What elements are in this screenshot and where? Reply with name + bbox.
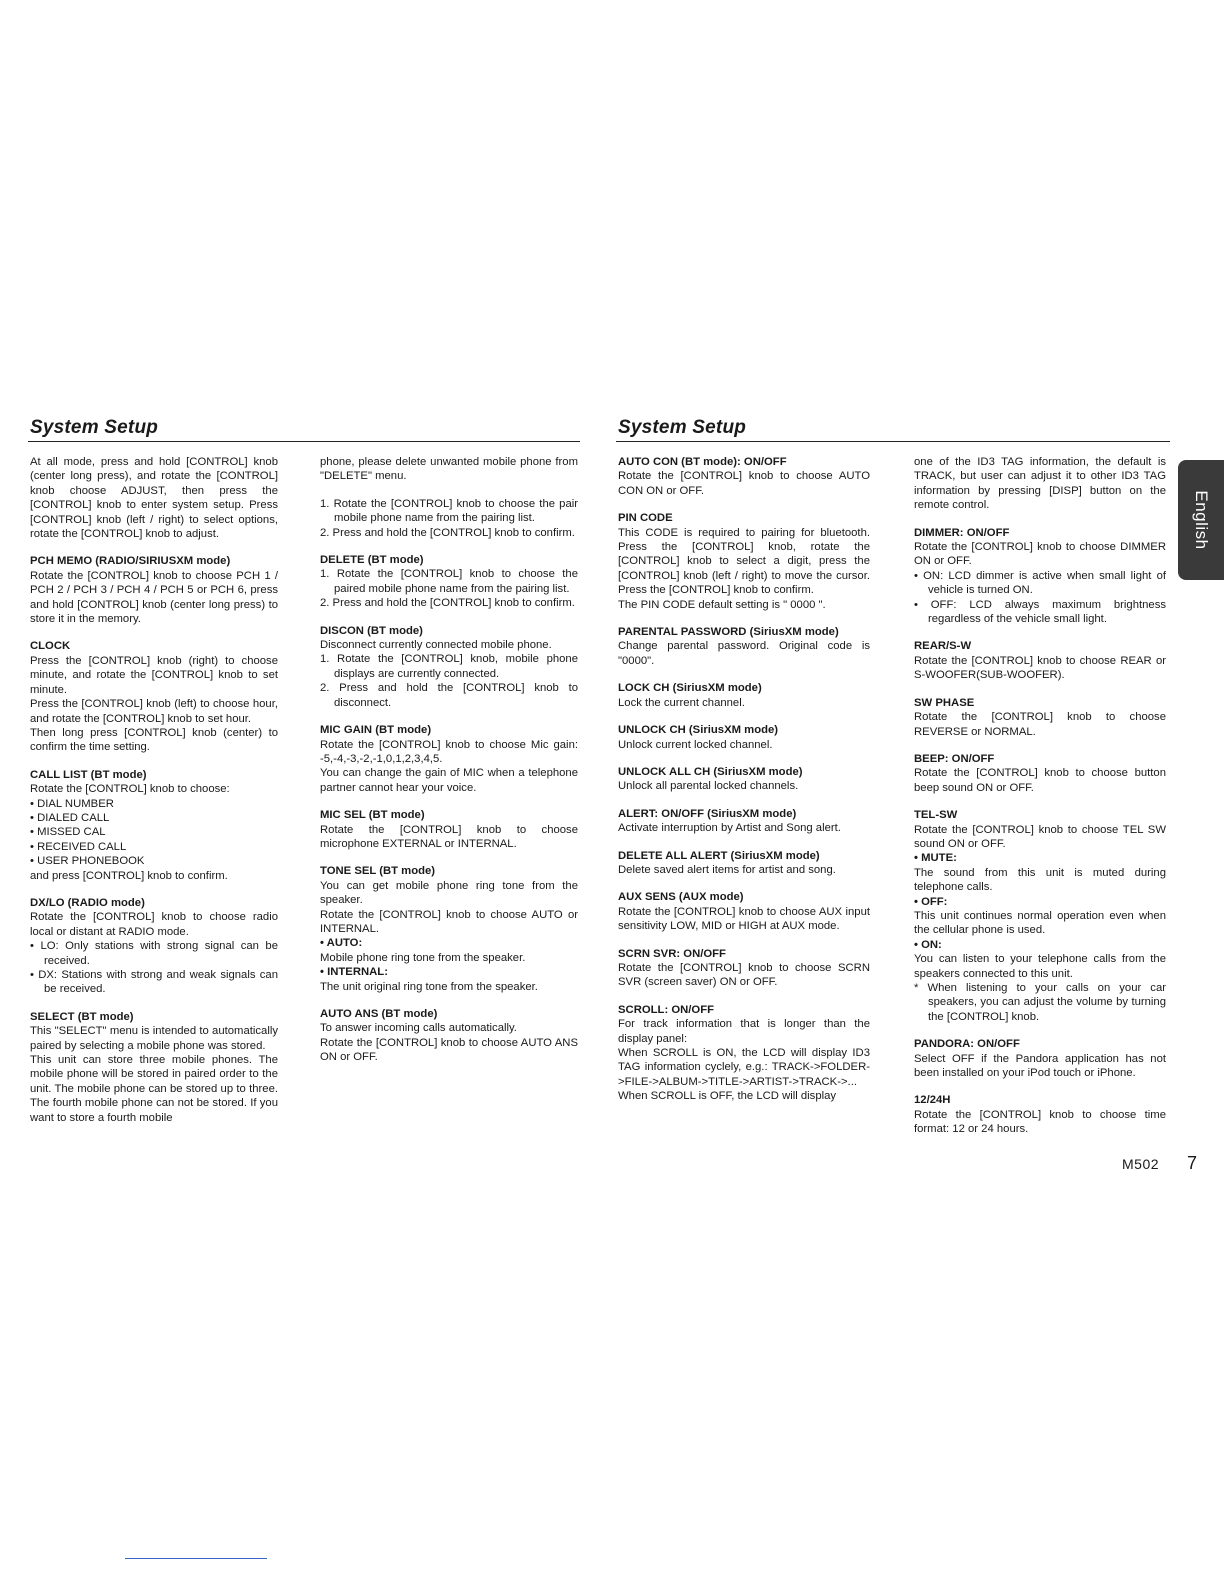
tel-sw-on-text: You can listen to your telephone calls from the speakers connected to this unit.: [914, 953, 1166, 980]
pin-code-title: PIN CODE: [618, 512, 673, 525]
select-section: [30, 1010, 278, 1125]
pandora-text: Select OFF if the Pandora application has not been installed on your iPod touch or iPhone.: [914, 1052, 1166, 1080]
pch-memo-section: [30, 554, 278, 626]
mic-gain-text-1: Rotate the [CONTROL] knob to choose Mic gain: -5,-4,-3,-2,-1,0,1,2,3,4,5.: [320, 738, 578, 765]
tone-sel-auto-text: Mobile phone ring tone from the speaker.: [320, 951, 526, 964]
sw-phase-title: SW PHASE: [914, 696, 975, 709]
tone-sel-auto-label: • AUTO:: [320, 937, 363, 950]
time-format-title: 12/24H: [914, 1094, 951, 1107]
call-list-text: Rotate the [CONTROL] knob to choose:: [30, 783, 230, 796]
tel-sw-title: TEL-SW: [914, 809, 958, 822]
aux-sens-text: Rotate the [CONTROL] knob to choose AUX input sensitivity LOW, MID or HIGH at AUX mode.: [618, 905, 870, 933]
parental-password-title: PARENTAL PASSWORD (SiriusXM mode): [618, 626, 839, 639]
dimmer-bullet-off: • OFF: LCD always maximum brightness regardless of the vehicle small light.: [914, 598, 1166, 626]
pch-memo-text: Rotate the [CONTROL] knob to choose PCH 1 / PCH 2 / PCH 3 / PCH 4 / PCH 5 or PCH 6, press and hold [CONTROL] knob (center long press) to store it in the memory.: [30, 569, 278, 626]
tone-sel-text-2: Rotate the [CONTROL] knob to choose AUTO or INTERNAL.: [320, 908, 578, 935]
sw-phase-section: [914, 696, 1166, 739]
rear-sw-title: REAR/S-W: [914, 640, 972, 653]
alert-section: [618, 807, 870, 836]
list-item: • RECEIVED CALL: [30, 840, 127, 853]
tel-sw-mute-text: The sound from this unit is muted during telephone calls.: [914, 866, 1166, 894]
time-format-text: Rotate the [CONTROL] knob to choose time format: 12 or 24 hours.: [914, 1108, 1166, 1136]
scrn-svr-title: SCRN SVR: ON/OFF: [618, 947, 726, 960]
delete-all-alert-text: Delete saved alert items for artist and song.: [618, 863, 836, 876]
dx-lo-title: DX/LO (RADIO mode): [30, 896, 145, 909]
mic-sel-section: [320, 808, 578, 851]
auto-ans-text-1: To answer incoming calls automatically.: [320, 1022, 517, 1035]
select-step-2: 2. Press and hold the [CONTROL] knob to confirm.: [320, 526, 575, 539]
pandora-section: [914, 1037, 1166, 1080]
lock-ch-text: Lock the current channel.: [618, 696, 745, 709]
scroll-continued-text: one of the ID3 TAG information, the default is TRACK, but user can adjust it to other ID3 TAG information by pressing [DISP] button on the remote control.: [914, 456, 1166, 512]
pin-code-section: [618, 511, 870, 612]
unlock-all-ch-section: [618, 765, 870, 794]
list-item: • USER PHONEBOOK: [30, 855, 145, 868]
mic-sel-title: MIC SEL (BT mode): [320, 809, 425, 822]
pin-code-text-2: The PIN CODE default setting is " 0000 ".: [618, 598, 826, 611]
left-page-header: [28, 413, 580, 442]
clock-text-1: Press the [CONTROL] knob (right) to choose minute, and rotate the [CONTROL] knob to set minute.: [30, 654, 278, 696]
select-title: SELECT (BT mode): [30, 1010, 134, 1023]
pch-memo-title: PCH MEMO (RADIO/SIRIUSXM mode): [30, 555, 231, 568]
scroll-text-2: When SCROLL is ON, the LCD will display ID3 TAG information cyclely, e.g.: TRACK->FOLDER->FILE->ALBUM->TITLE->ARTIST->TRACK->...: [618, 1047, 870, 1088]
intro-section: [30, 455, 278, 541]
discon-text: Disconnect currently connected mobile phone.: [320, 639, 552, 652]
column-1: [30, 455, 278, 1125]
discon-title: DISCON (BT mode): [320, 624, 423, 637]
auto-ans-title: AUTO ANS (BT mode): [320, 1008, 438, 1020]
mic-gain-section: [320, 723, 578, 795]
column-2: [320, 455, 578, 1065]
parental-password-section: [618, 625, 870, 668]
dx-lo-text: Rotate the [CONTROL] knob to choose radio local or distant at RADIO mode.: [30, 911, 278, 938]
tel-sw-text: Rotate the [CONTROL] knob to choose TEL SW sound ON or OFF.: [914, 823, 1166, 850]
dimmer-section: [914, 526, 1166, 627]
tone-sel-title: TONE SEL (BT mode): [320, 865, 436, 878]
right-page-header: [616, 413, 1170, 442]
call-list-title: CALL LIST (BT mode): [30, 768, 147, 781]
unlock-all-ch-title: UNLOCK ALL CH (SiriusXM mode): [618, 765, 803, 778]
dx-lo-bullet-lo: • LO: Only stations with strong signal can be received.: [30, 940, 278, 967]
rear-sw-text: Rotate the [CONTROL] knob to choose REAR or S-WOOFER(SUB-WOOFER).: [914, 654, 1166, 682]
select-continued-text: phone, please delete unwanted mobile phone from "DELETE" menu.: [320, 456, 578, 483]
tone-sel-internal-label: • INTERNAL:: [320, 966, 388, 979]
clock-title: CLOCK: [30, 640, 71, 653]
left-section-title: System Setup: [30, 417, 159, 438]
scroll-text-1: For track information that is longer than the display panel:: [618, 1018, 870, 1045]
unlock-ch-title: UNLOCK CH (SiriusXM mode): [618, 724, 779, 737]
unlock-ch-text: Unlock current locked channel.: [618, 738, 773, 751]
rear-sw-section: [914, 639, 1166, 682]
page-number: 7: [1187, 1153, 1198, 1173]
select-continued-section: [320, 455, 578, 540]
column-3: [618, 455, 870, 1104]
bottom-rule: [125, 1558, 267, 1559]
unlock-ch-section: [618, 723, 870, 752]
list-item: • DIALED CALL: [30, 811, 110, 824]
unlock-all-ch-text: Unlock all parental locked channels.: [618, 780, 799, 793]
mic-gain-text-2: You can change the gain of MIC when a telephone partner cannot hear your voice.: [320, 767, 578, 794]
alert-text: Activate interruption by Artist and Song alert.: [618, 822, 841, 835]
delete-section: [320, 553, 578, 611]
tel-sw-section: [914, 808, 1166, 1024]
delete-all-alert-section: [618, 849, 870, 878]
dimmer-text: Rotate the [CONTROL] knob to choose DIMMER ON or OFF.: [914, 541, 1166, 568]
dx-lo-bullet-dx: • DX: Stations with strong and weak signals can be received.: [30, 969, 278, 996]
tel-sw-note: * When listening to your calls on your car speakers, you can adjust the volume by turning the [CONTROL] knob.: [914, 982, 1166, 1023]
delete-step-1: 1. Rotate the [CONTROL] knob to choose the paired mobile phone name from the pairing list.: [320, 568, 578, 595]
parental-password-text: Change parental password. Original code is "0000".: [618, 640, 870, 667]
pin-code-text-1: This CODE is required to pairing for bluetooth. Press the [CONTROL] knob, rotate the [CONTROL] knob to select a digit, press the [CONTROL] knob (left / right) to move the cursor. Press the [CONTROL] knob to confirm.: [618, 526, 870, 597]
tel-sw-off-text: This unit continues normal operation even when the cellular phone is used.: [914, 909, 1166, 937]
select-step-1: 1. Rotate the [CONTROL] knob to choose the pair mobile phone name from the pairing list.: [320, 497, 578, 525]
discon-step-2: 2. Press and hold the [CONTROL] knob to disconnect.: [320, 682, 578, 709]
lock-ch-title: LOCK CH (SiriusXM mode): [618, 682, 762, 695]
clock-text-2: Press the [CONTROL] knob (left) to choose hour, and rotate the [CONTROL] knob to set hour.: [30, 698, 278, 725]
aux-sens-title: AUX SENS (AUX mode): [618, 891, 744, 904]
tone-sel-section: [320, 864, 578, 994]
select-text-1: This "SELECT" menu is intended to automatically paired by selecting a mobile phone was stored.: [30, 1025, 278, 1052]
select-text-2: This unit can store three mobile phones. The mobile phone will be stored in paired order to the unit. The mobile phone can be stored up to three. The fourth mobile phone can not be stored. If you want to store a fourth mobile: [30, 1054, 278, 1124]
tel-sw-on-label: • ON:: [914, 938, 942, 951]
auto-con-text: Rotate the [CONTROL] knob to choose AUTO CON ON or OFF.: [618, 470, 870, 497]
delete-title: DELETE (BT mode): [320, 554, 424, 567]
scrn-svr-section: [618, 947, 870, 990]
discon-section: [320, 624, 578, 710]
dx-lo-section: [30, 896, 278, 997]
dimmer-title: DIMMER: ON/OFF: [914, 526, 1010, 539]
delete-all-alert-title: DELETE ALL ALERT (SiriusXM mode): [618, 849, 820, 862]
auto-con-title: AUTO CON (BT mode): ON/OFF: [618, 456, 787, 468]
scroll-text-3: When SCROLL is OFF, the LCD will display: [618, 1090, 837, 1103]
time-format-section: [914, 1093, 1166, 1136]
pandora-title: PANDORA: ON/OFF: [914, 1038, 1020, 1051]
mic-sel-text: Rotate the [CONTROL] knob to choose microphone EXTERNAL or INTERNAL.: [320, 823, 578, 850]
auto-con-section: [618, 455, 870, 498]
clock-text-3: Then long press [CONTROL] knob (center) to confirm the time setting.: [30, 726, 278, 754]
call-list-section: [30, 768, 278, 883]
clock-section: [30, 639, 278, 754]
right-section-title: System Setup: [618, 417, 747, 438]
column-4: [914, 455, 1166, 1137]
language-tab: [1178, 460, 1224, 580]
beep-section: [914, 752, 1166, 795]
tel-sw-off-label: • OFF:: [914, 895, 948, 908]
intro-text: At all mode, press and hold [CONTROL] knob (center long press), and rotate the [CONTROL] knob choose ADJUST, then press the [CONTROL] knob to enter system setup. Press [CONTROL] knob (left / right) to select options, rotate the [CONTROL] knob to adjust.: [30, 456, 278, 541]
mic-gain-title: MIC GAIN (BT mode): [320, 724, 432, 737]
lock-ch-section: [618, 681, 870, 710]
auto-ans-text-2: Rotate the [CONTROL] knob to choose AUTO ANS ON or OFF.: [320, 1036, 578, 1064]
tone-sel-internal-text: The unit original ring tone from the speaker.: [320, 980, 538, 993]
beep-text: Rotate the [CONTROL] knob to choose button beep sound ON or OFF.: [914, 767, 1166, 794]
list-item: • MISSED CAL: [30, 826, 106, 839]
scroll-continued-section: [914, 455, 1166, 513]
aux-sens-section: [618, 890, 870, 933]
auto-ans-section: [320, 1007, 578, 1065]
language-tab-label: English: [1192, 490, 1211, 550]
model-number: M502: [1122, 1156, 1160, 1172]
delete-step-2: 2. Press and hold the [CONTROL] knob to confirm.: [320, 597, 575, 610]
tone-sel-text-1: You can get mobile phone ring tone from the speaker.: [320, 879, 578, 907]
sw-phase-text: Rotate the [CONTROL] knob to choose REVERSE or NORMAL.: [914, 711, 1166, 738]
discon-step-1: 1. Rotate the [CONTROL] knob, mobile phone displays are currently connected.: [320, 653, 578, 680]
alert-title: ALERT: ON/OFF (SiriusXM mode): [618, 807, 797, 820]
list-item: • DIAL NUMBER: [30, 797, 114, 810]
dimmer-bullet-on: • ON: LCD dimmer is active when small light of vehicle is turned ON.: [914, 569, 1166, 597]
scrn-svr-text: Rotate the [CONTROL] knob to choose SCRN SVR (screen saver) ON or OFF.: [618, 961, 870, 989]
tel-sw-mute-label: • MUTE:: [914, 852, 957, 865]
scroll-section: [618, 1003, 870, 1104]
scroll-title: SCROLL: ON/OFF: [618, 1003, 715, 1016]
beep-title: BEEP: ON/OFF: [914, 752, 995, 765]
call-list-confirm-text: and press [CONTROL] knob to confirm.: [30, 869, 228, 882]
